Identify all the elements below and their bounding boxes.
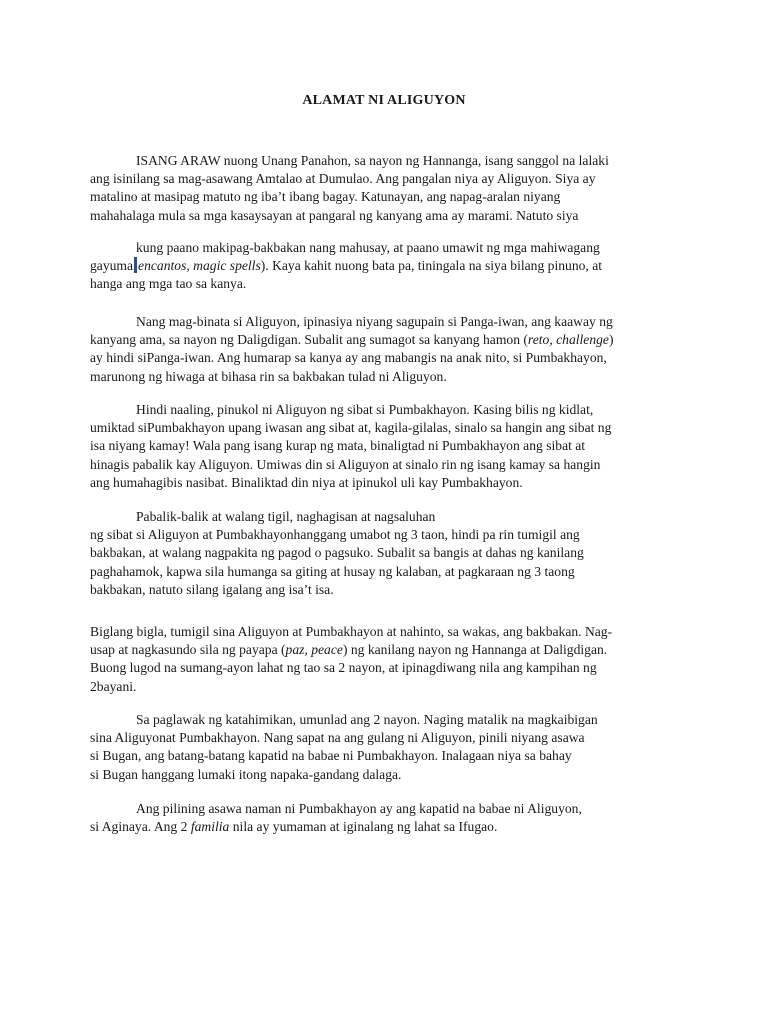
text-run: nila ay yumaman at iginalang ng lahat sa Ifugao. [229,819,498,835]
italic-term: reto, challenge [527,332,609,348]
text-line: Nang mag-binata si Aliguyon, ipinasiya niyang sagupain si Panga-iwan, ang kaaway ng [136,314,613,329]
text-line: si Bugan, ang batang-batang kapatid na babae ni Pumbakhayon. Inalagaan niya sa bahay [90,748,572,764]
text-line: paghahamok, kapwa sila humanga sa giting at husay ng kalaban, at pagkaraan ng 3 taong [90,563,575,579]
text-line: ang isinilang sa mag-asawang Amtalao at Dumulao. Ang pangalan niya ay Aliguyon. Siya ay [90,171,596,187]
text-line: Ang pilining asawa naman ni Pumbakhayon ay ang kapatid na babae ni Aliguyon, [136,801,582,816]
text-line: hinagis pabalik kay Aliguyon. Umiwas din si Aliguyon at sinalo rin ng isang kamay sa hangin [90,456,601,472]
text-line: ay hindi siPanga-iwan. Ang humarap sa kanya ay ang mabangis na anak nito, si Pumbakhayon, [90,350,607,366]
text-line: matalino at masipag matuto ng iba’t ibang bagay. Katunayan, ang napag-aralan niyang [90,189,561,205]
text-line: 2bayani. [90,678,137,694]
text-line: hanga ang mga tao sa kanya. [90,276,247,292]
paragraph-8 [90,800,680,836]
paragraph-6 [90,623,680,696]
text-run: gayuma [90,258,134,274]
italic-term: encantos, magic spells [138,258,261,274]
text-cursor [134,257,137,273]
text-line: sina Aliguyonat Pumbakhayon. Nang sapat na ang gulang ni Aliguyon, pinili niyang asawa [90,730,585,746]
text-line: Sa paglawak ng katahimikan, umunlad ang 2 nayon. Naging matalik na magkaibigan [136,712,598,727]
text-run: usap at nagkasundo sila ng payapa ( [90,642,286,658]
paragraph-1 [90,152,680,225]
paragraph-4 [90,401,680,492]
document-title: ALAMAT NI ALIGUYON [302,93,466,108]
paragraph-7 [90,711,680,784]
text-line: bakbakan, natuto silang igalang ang isa’t isa. [90,581,334,597]
text-line: mahahalaga mula sa mga kasaysayan at pangaral ng kanyang ama ay marami. Natuto siya [90,207,579,223]
text-line: bakbakan, at walang nagpakita ng pagod o pagsuko. Subalit sa bangis at dahas ng kanilang [90,545,584,561]
text-line: isa niyang kamay! Wala pang isang kurap ng mata, binaligtad ni Pumbakhayon ang sibat at [90,438,586,454]
italic-term: paz, peace [285,642,343,658]
text-run: ). Kaya kahit nuong bata pa, tiningala na siya bilang pinuno, at [260,258,603,274]
text-line: kung paano makipag-bakbakan nang mahusay, at paano umawit ng mga mahiwagang [136,240,600,255]
text-line: umiktad siPumbakhayon upang iwasan ang sibat at, kagila-gilalas, sinalo sa hangin ang sibat ng [90,420,612,436]
text-line: Pabalik-balik at walang tigil, naghagisan at nagsaluhan [136,509,436,524]
text-line: Hindi naaling, pinukol ni Aliguyon ng sibat si Pumbakhayon. Kasing bilis ng kidlat, [136,402,594,417]
text-line: Biglang bigla, tumigil sina Aliguyon at Pumbakhayon at nahinto, sa wakas, ang bakbakan. Nag- [90,624,613,639]
paragraph-2 [90,239,680,294]
text-line: si Bugan hanggang lumaki itong napaka-gandang dalaga. [90,766,402,782]
italic-term: familia [190,819,230,835]
text-line: marunong ng hiwaga at bihasa rin sa bakbakan tulad ni Aliguyon. [90,368,447,384]
text-line: ng sibat si Aliguyon at Pumbakhayonhanggang umabot ng 3 taon, hindi pa rin tumigil ang [90,527,580,543]
paragraph-3 [90,313,680,386]
text-line [90,331,680,349]
text-line: ISANG ARAW nuong Unang Panahon, sa nayon ng Hannanga, isang sanggol na lalaki [136,153,609,168]
text-line: Buong lugod na sumang-ayon lahat ng tao sa 2 nayon, at ipinagdiwang nila ang kampihan ng [90,660,597,676]
text-run: ) ng kanilang nayon ng Hannanga at Daligdigan. [342,642,608,658]
text-line: ang humahagibis nasibat. Binaliktad din niya at ipinukol uli kay Pumbakhayon. [90,474,523,490]
text-run: ) [608,332,614,348]
text-line [90,818,680,836]
text-run: kanyang ama, sa nayon ng Daligdigan. Subalit ang sumagot sa kanyang hamon ( [90,332,528,348]
text-line [90,257,680,275]
text-run: si Aginaya. Ang 2 [90,819,191,835]
text-line [90,641,680,659]
paragraph-5 [90,508,680,599]
